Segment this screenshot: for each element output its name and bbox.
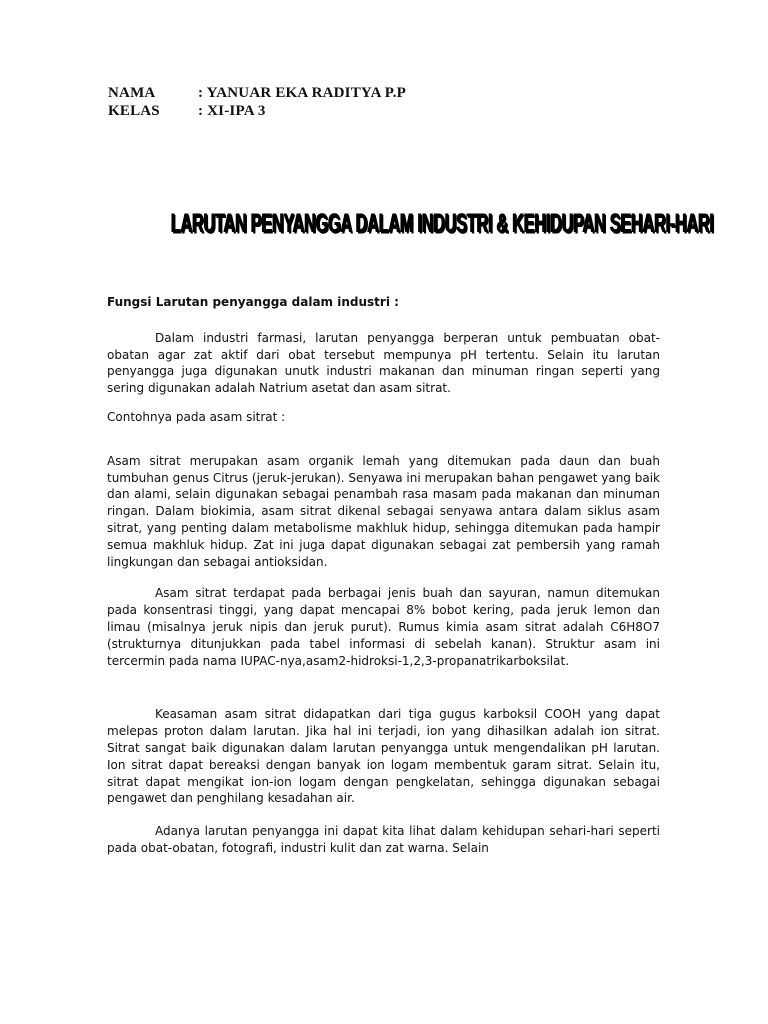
example-label: Contohnya pada asam sitrat : xyxy=(107,409,286,424)
name-value: : YANUAR EKA RADITYA P.P xyxy=(198,85,407,101)
intro-paragraph: Dalam industri farmasi, larutan penyangga berperan untuk pembuatan obat-obatan agar zat aktif dari obat tersebut mempunya pH tertentu. Selain itu larutan penyangga juga digunakan unutk industri makanan dan minuman ringan seperti yang sering digunakan adalah Natrium asetat dan asam sitrat. xyxy=(107,330,660,396)
paragraph-1: Asam sitrat merupakan asam organik lemah yang ditemukan pada daun dan buah tumbuhan genus Citrus (jeruk-jerukan). Senyawa ini merupakan bahan pengawet yang baik dan alami, selain digunakan sebagai penambah rasa masam pada makanan dan minuman ringan. Dalam biokimia, asam sitrat dikenal sebagai senyawa antara dalam siklus asam sitrat, yang penting dalam metabolisme makhluk hidup, sehingga ditemukan pada hampir semua makhluk hidup. Zat ini juga dapat digunakan sebagai zat pembersih yang ramah lingkungan dan sebagai antioksidan. xyxy=(107,453,660,569)
student-info xyxy=(108,84,406,120)
paragraph-2: Asam sitrat terdapat pada berbagai jenis buah dan sayuran, namun ditemukan pada konsentrasi tinggi, yang dapat mencapai 8% bobot kering, pada jeruk lemon dan limau (misalnya jeruk nipis dan jeruk purut). Rumus kimia asam sitrat adalah C6H8O7 (strukturnya ditunjukkan pada tabel informasi di sebelah kanan). Struktur asam ini tercermin pada nama IUPAC-nya,asam2-hidroksi-1,2,3-propanatrikarboksilat. xyxy=(107,586,660,668)
section-heading: Fungsi Larutan penyangga dalam industri : xyxy=(107,295,399,309)
class-row xyxy=(108,102,406,120)
paragraph-4: Adanya larutan penyangga ini dapat kita lihat dalam kehidupan sehari-hari seperti pada obat-obatan, fotografi, industri kulit dan zat warna. Selain xyxy=(107,824,660,855)
document-body xyxy=(107,294,660,857)
document-title: LARUTAN PENYANGGA DALAM INDUSTRI & KEHIDUPAN SEHARI-HARI xyxy=(171,209,715,239)
name-label: NAMA xyxy=(108,85,156,101)
class-value: : XI-IPA 3 xyxy=(198,103,266,119)
paragraph-3: Keasaman asam sitrat didapatkan dari tiga gugus karboksil COOH yang dapat melepas proton dalam larutan. Jika hal ini terjadi, ion yang dihasilkan adalah ion sitrat. Sitrat sangat baik digunakan dalam larutan penyangga untuk mengendalikan pH larutan. Ion sitrat dapat bereaksi dengan banyak ion logam membentuk garam sitrat. Selain itu, sitrat dapat mengikat ion-ion logam dengan pengkelatan, sehingga digunakan sebagai pengawet dan penghilang kesadahan air. xyxy=(107,707,660,806)
class-label: KELAS xyxy=(108,103,160,119)
name-row xyxy=(108,84,406,102)
